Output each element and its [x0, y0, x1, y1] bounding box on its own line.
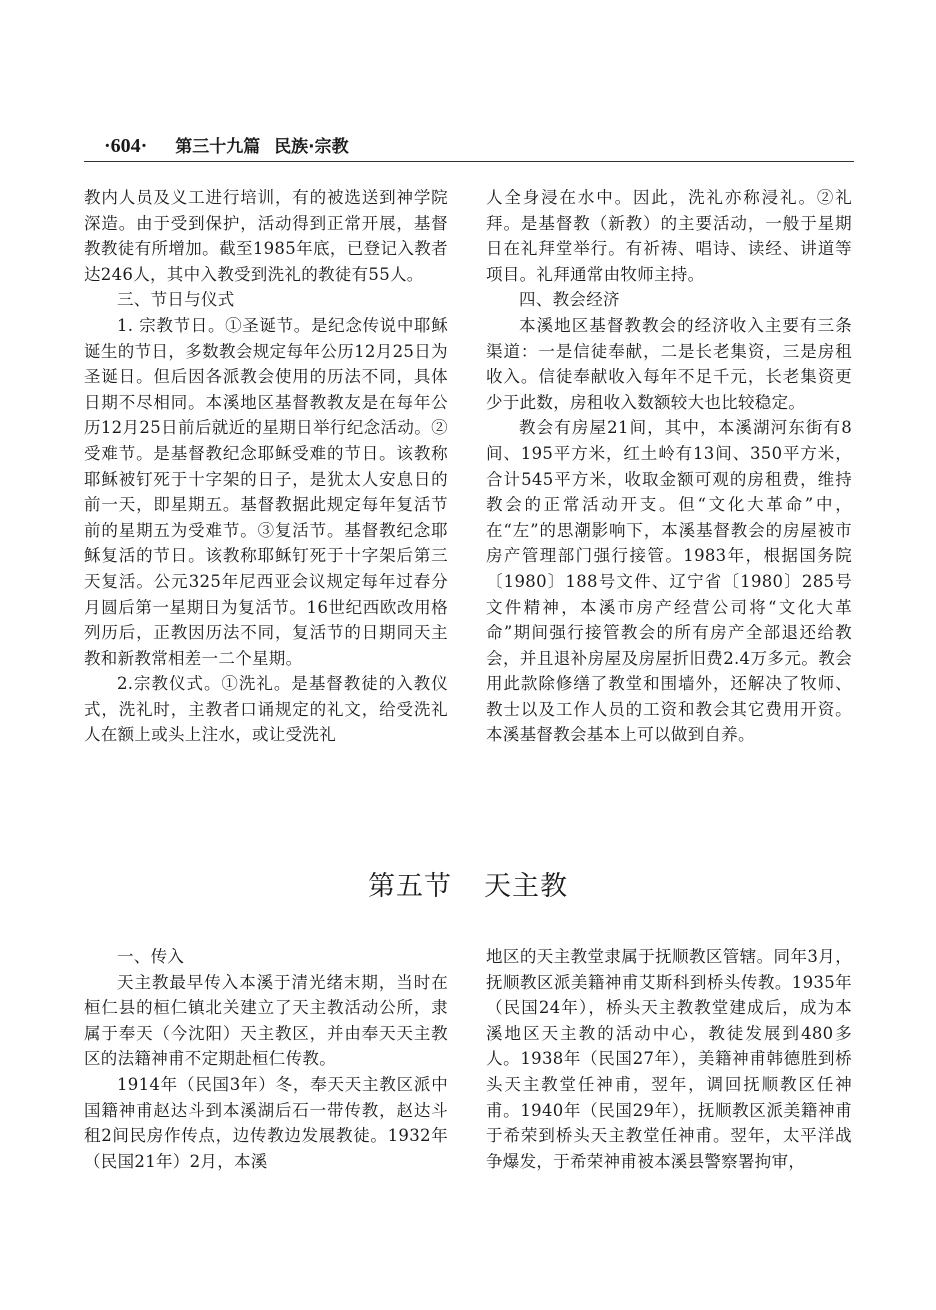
paragraph: 人全身浸在水中。因此，洗礼亦称浸礼。②礼拜。是基督教（新教）的主要活动，一般于星期日在礼拜堂举行。有祈祷、唱诗、读经、讲道等项目。礼拜通常由牧师主持。: [486, 188, 852, 284]
section-name: 天主教: [484, 871, 568, 902]
left-column-top: [84, 185, 448, 748]
chapter-title: 民族·宗教: [274, 137, 349, 157]
subheading-introduction: 一、传入: [117, 947, 185, 966]
header-rule: [84, 161, 854, 162]
paragraph: 天主教最早传入本溪于清光绪末期，当时在桓仁县的桓仁镇北关建立了天主教活动公所，隶属于奉天（今沈阳）天主教区，并由奉天天主教区的法籍神甫不定期赴桓仁传教。: [84, 972, 448, 1069]
subheading-festivals: 三、节日与仪式: [117, 290, 235, 310]
paragraph: 地区的天主教堂隶属于抚顺教区管辖。同年3月，抚顺教区派美籍神甫艾斯科到桥头传教。1935年（民国24年），桥头天主教教堂建成后，成为本溪地区天主教的活动中心，教徒发展到480多人。1938年（民国27年），美籍神甫韩德胜到桥头天主教堂任神甫，翌年，调回抚顺教区任神甫。1940年（民国29年），抚顺教区派美籍神甫于希荣到桥头天主教堂任神甫。翌年，太平洋战争爆发，于希荣神甫被本溪县警察署拘审，: [486, 947, 852, 1171]
left-column-bottom: [84, 944, 448, 1174]
running-header: [104, 132, 349, 158]
paragraph: 教会有房屋21间，其中，本溪湖河东街有8间、195平方米，红土岭有13间、350平方米，合计545平方米，收取金额可观的房租费，维持教会的正常活动开支。但“文化大革命”中，在“左”的思潮影响下，本溪基督教会的房屋被市房产管理部门强行接管。1983年，根据国务院〔1980〕188号文件、辽宁省〔1980〕285号文件精神，本溪市房产经营公司将“文化大革命”期间强行接管教会的所有房产全部退还给教会，并且退补房屋及房屋折旧费2.4万多元。教会用此款除修缮了教堂和围墙外，还解决了牧师、教士以及工作人员的工资和教会其它费用开资。本溪基督教会基本上可以做到自养。: [486, 418, 852, 745]
right-column-bottom: [486, 944, 852, 1174]
paragraph: 1914年（民国3年）冬，奉天天主教区派中国籍神甫赵达斗到本溪湖后石一带传教，赵达斗租2间民房作传点，边传教边发展教徒。1932年（民国21年）2月，本溪: [84, 1074, 448, 1171]
subheading-church-economy: 四、教会经济: [519, 290, 620, 310]
paragraph: 教内人员及义工进行培训，有的被选送到神学院深造。由于受到保护，活动得到正常开展，基督教教徒有所增加。截至1985年底，已登记入教者达246人，其中入教受到洗礼的教徒有55人。: [84, 188, 448, 284]
section-number: 第五节: [368, 871, 452, 902]
paragraph: 本溪地区基督教教会的经济收入主要有三条渠道：一是信徒奉献，二是长老集资，三是房租收入。信徒奉献收入每年不足千元，长老集资更少于此数，房租收入数额较大也比较稳定。: [486, 315, 852, 412]
chapter-number: 第三十九篇: [175, 137, 261, 157]
page-number: ·604·: [104, 135, 148, 157]
right-column-top: [486, 185, 852, 748]
paragraph: 2.宗教仪式。①洗礼。是基督教徒的入教仪式，洗礼时，主教者口诵规定的礼文，给受洗礼人在额上或头上注水，或让受洗礼: [84, 674, 448, 745]
section-heading: [0, 864, 936, 903]
paragraph: 1. 宗教节日。①圣诞节。是纪念传说中耶稣诞生的节日，多数教会规定每年公历12月25日为圣诞日。但后因各派教会使用的历法不同，具体日期不尽相同。本溪地区基督教教友是在每年公历12月25日前后就近的星期日举行纪念活动。②受难节。是基督教纪念耶稣受难的节日。该教称耶稣被钉死于十字架的日子，是犹太人安息日的前一天，即星期五。基督教据此规定每年复活节前的星期五为受难节。③复活节。基督教纪念耶稣复活的节日。该教称耶稣钉死于十字架后第三天复活。公元325年尼西亚会议规定每年过春分月圆后第一星期日为复活节。16世纪西欧改用格列历后，正教因历法不同，复活节的日期同天主教和新教常相差一二个星期。: [84, 315, 448, 668]
